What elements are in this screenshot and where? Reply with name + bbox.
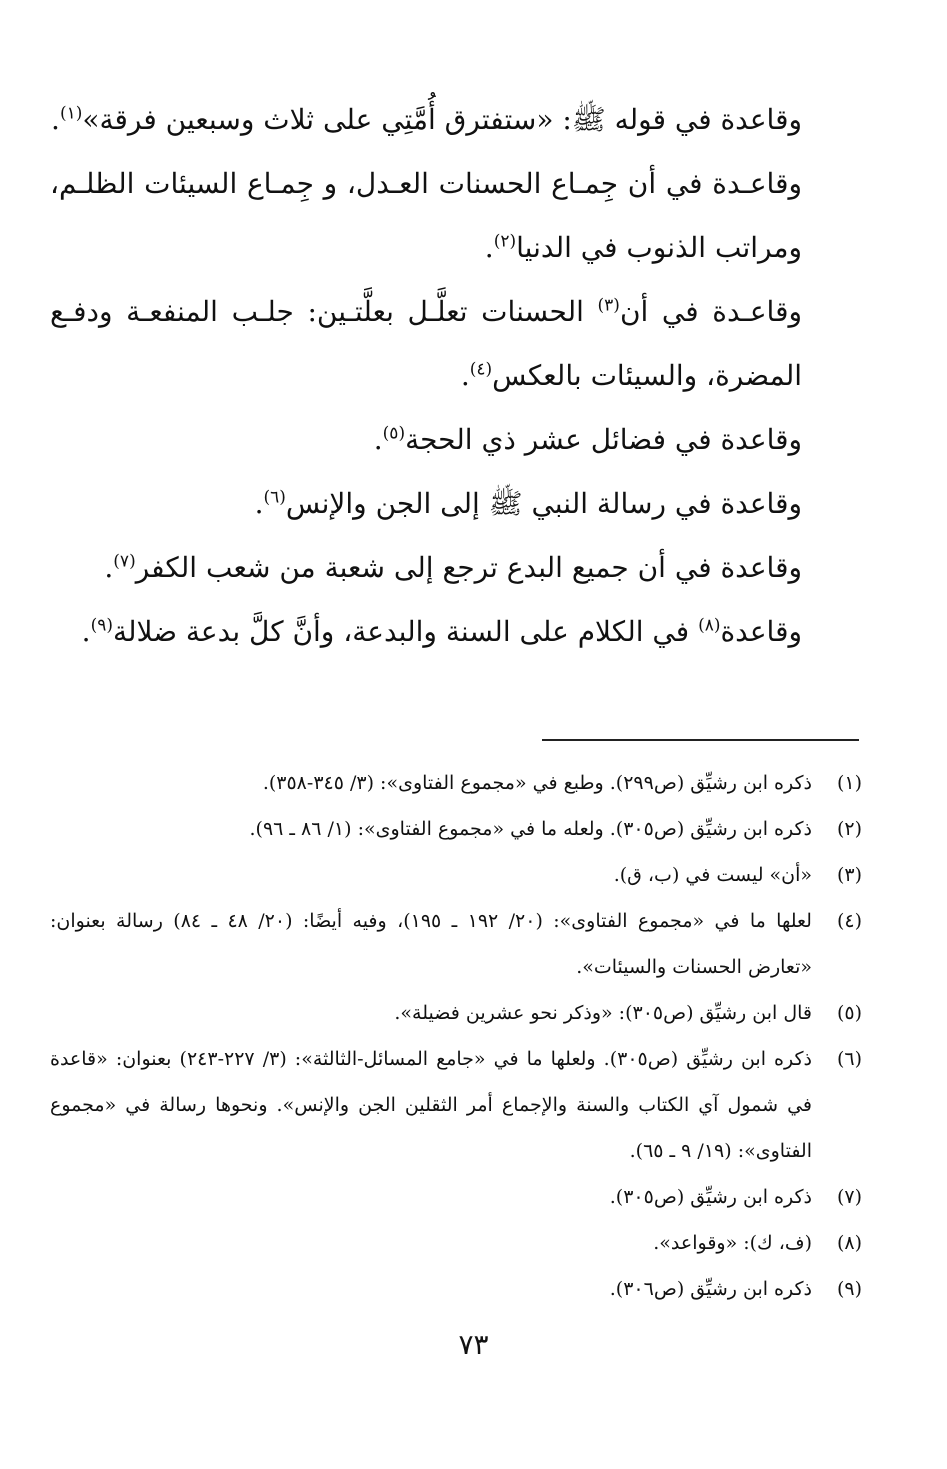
paragraph-text: وقاعدة في قوله ﷺ: «ستفترق أُمَّتِي على ثلاث وسبعين فرقة» (82, 103, 802, 136)
paragraph-end: . (51, 103, 60, 136)
footnote-ref: (٧) (113, 551, 136, 572)
footnote-ref: (٣) (597, 295, 620, 316)
footnote-item (50, 760, 862, 806)
footnote-ref: (٨) (698, 615, 721, 636)
paragraph-text: وقاعـدة في أن (619, 295, 802, 328)
footnote-ref: (٥) (382, 423, 406, 444)
footnote-ref: (٩) (90, 615, 113, 636)
paragraph-text: وقاعدة (720, 615, 802, 648)
footnote-item (50, 806, 862, 852)
footnote-text: ذكره ابن رشيِّق (ص٣٠٥). ولعله ما في «مجموع الفتاوى»: (١/ ٨٦ ـ ٩٦). (249, 818, 812, 840)
footnote-text: ذكره ابن رشيِّق (ص٣٠٥). ولعلها ما في «جامع المسائل-الثالثة»: (٣/ ٢٢٧-٢٤٣) بعنوان: «قاعدة في شمول آي الكتاب والسنة والإجماع أمر الثقلين الجن والإنس». ونحوها رسالة في «مجموع الفتاوى»: (١٩/ ٩ ـ ٦٥). (50, 1048, 812, 1162)
footnote-separator (542, 739, 859, 741)
footnote-number: (٣) (836, 864, 862, 886)
paragraph-end: . (254, 487, 264, 520)
paragraph-2 (50, 152, 860, 280)
footnote-text: «أن» ليست في (ب، ق). (613, 864, 812, 886)
paragraph-end: . (460, 359, 470, 392)
footnote-number: (١) (836, 772, 862, 794)
footnote-number: (٩) (836, 1278, 862, 1300)
paragraph-5 (50, 472, 860, 536)
footnote-text: ذكره ابن رشيِّق (ص٣٠٦). (609, 1278, 812, 1300)
footnote-text: لعلها ما في «مجموع الفتاوى»: (٢٠/ ١٩٢ ـ ١٩٥)، وفيه أيضًا: (٢٠/ ٤٨ ـ ٨٤) رسالة بعنوان: «تعارض الحسنات والسيئات». (50, 910, 812, 978)
footnote-ref: (٢) (493, 231, 517, 252)
paragraph-text: وقاعدة في فضائل عشر ذي الحجة (405, 423, 802, 456)
page-number: ٧٣ (458, 1328, 489, 1361)
footnote-item (50, 990, 862, 1036)
footnote-number: (٥) (836, 1002, 862, 1024)
footnote-number: (٦) (836, 1048, 862, 1070)
paragraph-7 (50, 600, 860, 664)
paragraph-4 (50, 408, 860, 472)
footnote-item (50, 1174, 862, 1220)
footnote-item (50, 1220, 862, 1266)
paragraph-text: وقاعـدة في أن جِمـاع الحسنات العـدل، و جِمـاع السيئات الظلـم، ومراتب الذنوب في الدنيا (50, 167, 802, 264)
footnote-text: ذكره ابن رشيِّق (ص٣٠٥). (609, 1186, 812, 1208)
footnote-item (50, 1266, 862, 1312)
footnote-item (50, 852, 862, 898)
footnote-ref: (١) (59, 103, 83, 124)
footnote-number: (٧) (836, 1186, 862, 1208)
footnotes-section (50, 760, 862, 1312)
footnote-text: ذكره ابن رشيِّق (ص٢٩٩). وطبع في «مجموع الفتاوى»: (٣/ ٣٤٥-٣٥٨). (262, 772, 812, 794)
main-text-body (50, 88, 860, 664)
footnote-text: (ف، ك): «وقواعد». (653, 1232, 812, 1254)
paragraph-end: . (81, 615, 91, 648)
footnote-number: (٨) (836, 1232, 862, 1254)
paragraph-6 (50, 536, 860, 600)
paragraph-text: وقاعدة في أن جميع البدع ترجع إلى شعبة من شعب الكفر (135, 551, 802, 584)
footnote-ref: (٤) (469, 359, 493, 380)
footnote-ref: (٦) (263, 487, 286, 508)
paragraph-end: . (484, 231, 494, 264)
paragraph-3 (50, 280, 860, 408)
footnote-item (50, 1036, 862, 1174)
footnote-number: (٤) (836, 910, 862, 932)
paragraph-text: في الكلام على السنة والبدعة، وأنَّ كلَّ بدعة ضلالة (112, 615, 699, 648)
paragraph-1 (50, 88, 860, 152)
paragraph-text: الحسنات تعلَّـل بعلَّتـين: جلـب المنفعـة ودفـع المضرة، والسيئات بالعكس (50, 295, 802, 392)
footnote-item (50, 898, 862, 990)
footnote-number: (٢) (836, 818, 862, 840)
paragraph-end: . (104, 551, 114, 584)
paragraph-end: . (373, 423, 383, 456)
footnote-text: قال ابن رشيِّق (ص٣٠٥): «وذكر نحو عشرين فضيلة». (394, 1002, 812, 1024)
paragraph-text: وقاعدة في رسالة النبي ﷺ إلى الجن والإنس (285, 487, 802, 520)
